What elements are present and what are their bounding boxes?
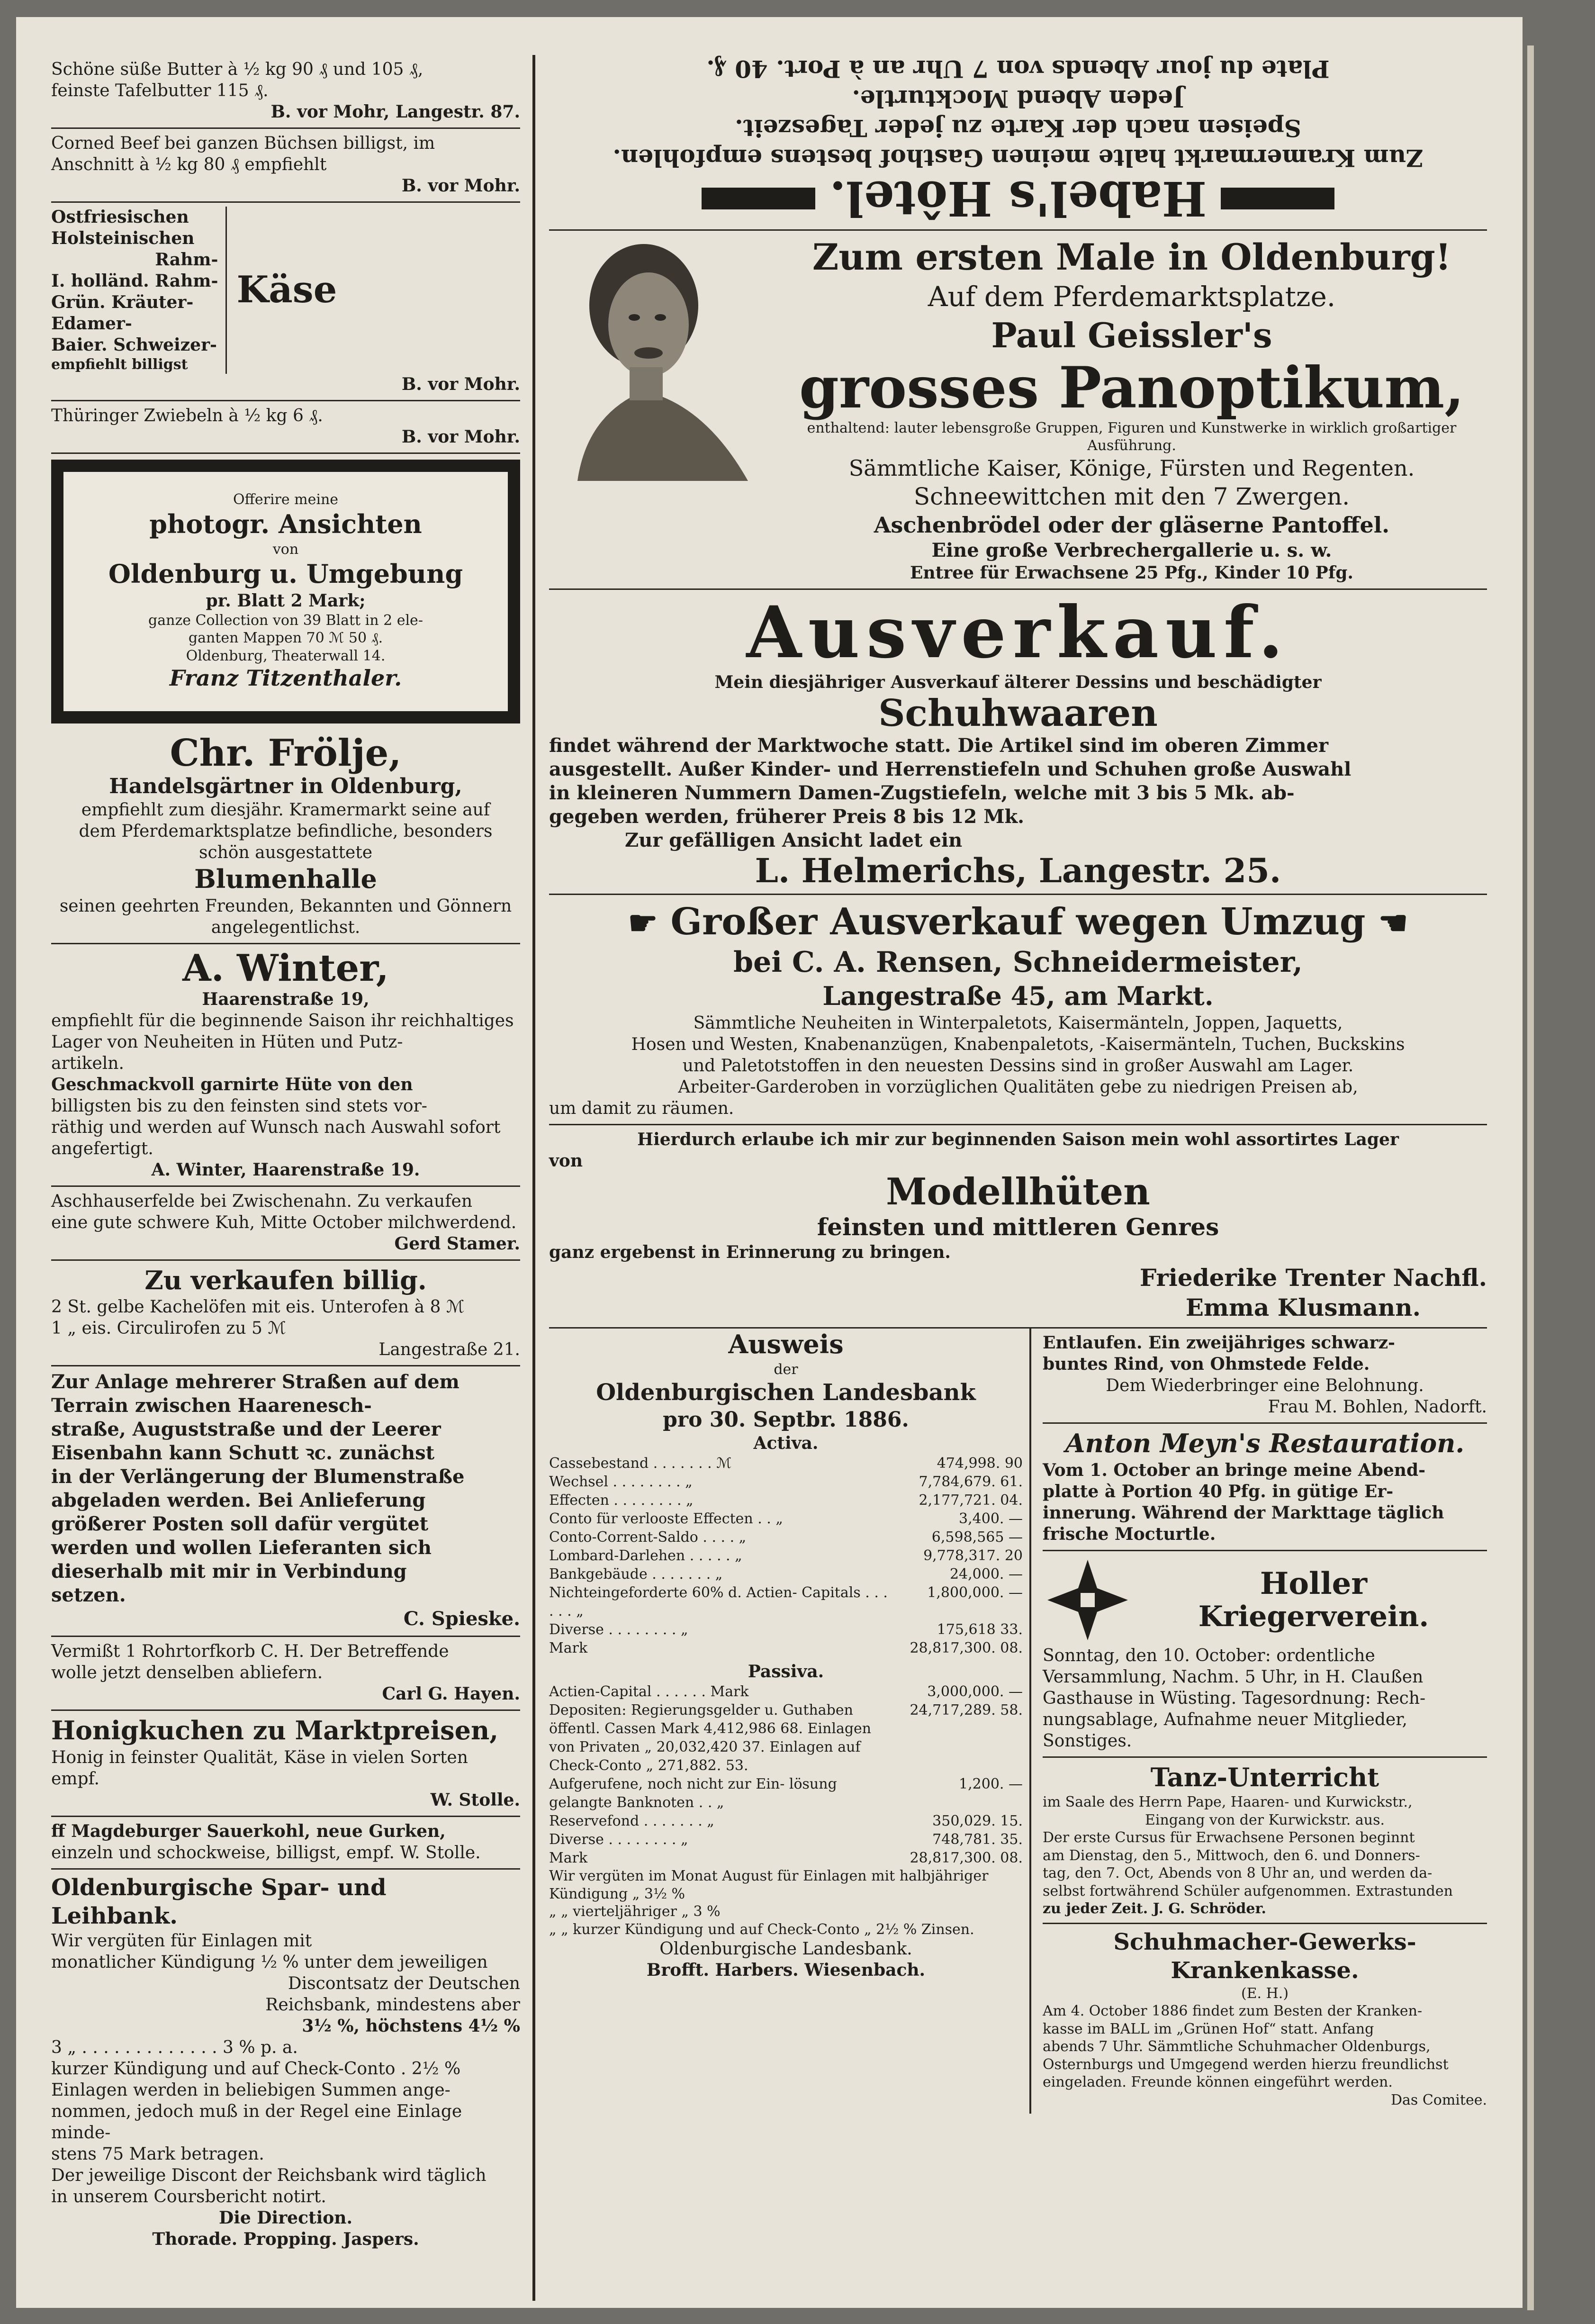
- ad-line: Arbeiter-Garderoben in vorzüglichen Qualitäten gebe zu niedrigen Preisen ab,: [678, 1077, 1358, 1097]
- ad-line: 3½ %, höchstens 4½ %: [302, 2016, 520, 2036]
- ad-line: von: [549, 1150, 583, 1171]
- statement-row: [549, 1454, 1023, 1473]
- ad-line: Gasthause in Wüsting. Tagesordnung: Rech-: [1043, 1688, 1426, 1708]
- ad-line: werden und wollen Lieferanten sich: [51, 1537, 432, 1559]
- statement-row: [549, 1528, 1023, 1546]
- ad-line: kasse im BALL im „Grünen Hof“ statt. Anfang: [1043, 2020, 1374, 2037]
- ad-signature: Brofft. Harbers. Wiesenbach.: [646, 1960, 926, 1980]
- ad-headline: Tanz-Unterricht: [1150, 1762, 1379, 1792]
- onion-ad: [51, 401, 520, 454]
- froelje-ad: [51, 729, 520, 944]
- ad-headline: Honigkuchen zu Marktpreisen,: [51, 1715, 498, 1746]
- ad-line: Sonntag, den 10. October: ordentliche: [1043, 1646, 1375, 1665]
- cheese-note: empfiehlt billigst: [51, 356, 188, 373]
- statement-label: Reservefond . . . . . . . „: [549, 1813, 714, 1830]
- ad-line: 1 „ eis. Circulirofen zu 5 ℳ: [51, 1319, 286, 1338]
- statement-row: [549, 1565, 1023, 1583]
- ad-line: Einlagen werden in beliebigen Summen ange-: [51, 2080, 451, 2100]
- statement-row: [549, 1546, 1023, 1565]
- ad-line: Haarenstraße 19,: [202, 989, 369, 1009]
- ad-signature: B. vor Mohr.: [401, 176, 520, 196]
- ad-line: Reichsbank, mindestens aber: [265, 1995, 520, 2015]
- ad-line: ganz ergebenst in Erinnerung zu bringen.: [549, 1242, 951, 1263]
- ad-headline: Blumenhalle: [194, 864, 377, 895]
- ad-headline: Ausverkauf.: [746, 591, 1290, 674]
- ad-line: Sämmtliche Kaiser, Könige, Fürsten und Regenten.: [848, 455, 1415, 481]
- cheese-type: Edamer-: [51, 314, 132, 334]
- ad-line: Wir vergüten für Einlagen mit: [51, 1931, 312, 1951]
- statement-row: [549, 1473, 1023, 1491]
- ad-line: Dem Wiederbringer eine Belohnung.: [1106, 1376, 1424, 1396]
- ad-line: Mein diesjähriger Ausverkauf älterer Dessins und beschädigter: [714, 672, 1322, 692]
- pointing-hand-icon: ☛: [628, 903, 658, 942]
- ad-headline: Ausweis: [728, 1329, 844, 1360]
- statement-amount: 28,817,300. 08.: [910, 1640, 1023, 1657]
- ad-headline: Oldenburg u. Umgebung: [108, 559, 463, 589]
- hat-ad: [549, 1125, 1487, 1329]
- ad-headline: Kriegerverein.: [1198, 1600, 1429, 1633]
- ad-headline: Habel's Hôtel.: [829, 171, 1207, 226]
- statement-amount: 474,998. 90: [937, 1455, 1023, 1472]
- lower-section: [549, 1329, 1487, 2114]
- ad-line: Langestraße 45, am Markt.: [822, 981, 1214, 1012]
- savings-bank-ad: [51, 1870, 520, 2255]
- ad-line: eine gute schwere Kuh, Mitte October milchwerdend.: [51, 1212, 517, 1232]
- ad-line: Eine große Verbrechergallerie u. s. w.: [931, 539, 1332, 561]
- statement-label: Mark: [549, 1640, 588, 1657]
- statement-label: Actien-Capital . . . . . . Mark: [549, 1683, 749, 1700]
- ad-line: Am 4. October 1886 findet zum Besten der Kranken-: [1043, 2003, 1423, 2020]
- statement-label: Diverse . . . . . . . . „: [549, 1621, 688, 1638]
- ad-line: 2 St. gelbe Kachelöfen mit eis. Unterofen à 8 ℳ: [51, 1297, 465, 1317]
- statement-row: [549, 1682, 1023, 1701]
- newspaper-page: [16, 17, 1523, 2308]
- sauerkraut-ad: [51, 1817, 520, 1870]
- habel-title-row: [549, 172, 1487, 225]
- statement-row: [549, 1830, 1023, 1849]
- ad-line: buntes Rind, von Ohmstede Felde.: [1043, 1354, 1370, 1375]
- ad-line: innerung. Während der Markttage täglich: [1043, 1502, 1444, 1523]
- section-title: Passiva.: [748, 1662, 824, 1682]
- ad-line: feinsten und mittleren Genres: [817, 1212, 1219, 1241]
- ad-line: Osternburgs und Umgegend werden hierzu freundlichst: [1043, 2056, 1449, 2073]
- statement-row: [549, 1849, 1023, 1867]
- ad-line: abends 7 Uhr. Sämmtliche Schuhmacher Oldenburgs,: [1043, 2038, 1431, 2055]
- statement-amount: 3,000,000. —: [927, 1683, 1023, 1700]
- ad-signature: Oldenburgische Landesbank.: [659, 1939, 912, 1959]
- ad-headline: Paul Geissler's: [991, 315, 1272, 355]
- cattle-ad: [1043, 1329, 1487, 1424]
- activa-table: [549, 1454, 1023, 1657]
- ad-line: Versammlung, Nachm. 5 Uhr, in H. Claußen: [1043, 1667, 1424, 1687]
- statement-label: Bankgebäude . . . . . . . „: [549, 1566, 723, 1583]
- ad-signature: Franz Titzenthaler.: [169, 665, 402, 691]
- ad-line: Sämmtliche Neuheiten in Winterpaletots, Kaisermänteln, Joppen, Jaquetts,: [693, 1013, 1343, 1033]
- ad-line: wolle jetzt denselben abliefern.: [51, 1663, 323, 1683]
- ad-line: Jeden Abend Mockturtle.: [852, 85, 1184, 113]
- ad-price: pr. Blatt 2 Mark;: [206, 590, 366, 611]
- ad-headline: Holler: [1260, 1566, 1368, 1602]
- ad-line: platte à Portion 40 Pfg. in gütige Er-: [1043, 1481, 1394, 1501]
- cheese-type: Holsteinischen: [51, 228, 195, 248]
- ad-signature: Frau M. Bohlen, Nadorft.: [1268, 1397, 1487, 1417]
- statement-label: Conto für verlooste Effecten . . „: [549, 1510, 783, 1528]
- statement-label: Nichteingeforderte 60% d. Actien- Capitals . . . . . . „: [549, 1584, 888, 1620]
- ad-line: tag, den 7. Oct, Abends von 8 Uhr an, und werden da-: [1043, 1865, 1433, 1882]
- ad-line: angefertigt.: [51, 1139, 153, 1158]
- statement-amount: 350,029. 15.: [932, 1813, 1023, 1830]
- statement-amount: 1,800,000. —: [927, 1584, 1023, 1601]
- ad-headline: Anton Meyn's Restauration.: [1065, 1428, 1465, 1459]
- ad-line: dieserhalb mit mir in Verbindung: [51, 1560, 407, 1583]
- ad-signature: Thorade. Propping. Jaspers.: [152, 2229, 419, 2249]
- ad-signature: Langestraße 21.: [378, 1340, 520, 1360]
- ad-line: am Dienstag, den 5., Mittwoch, den 6. und Donners-: [1043, 1847, 1420, 1864]
- cheese-type: Rahm-: [155, 250, 218, 270]
- butter-ad: [51, 55, 520, 129]
- page-edge: [1527, 45, 1534, 2310]
- statement-label: Lombard-Darlehen . . . . . „: [549, 1547, 742, 1564]
- ad-line: Eingang von der Kurwickstr. aus.: [1144, 1811, 1385, 1828]
- statement-amount: 28,817,300. 08.: [910, 1850, 1023, 1867]
- statement-amount: 3,400. —: [959, 1510, 1023, 1528]
- statement-amount: 2,177,721. 04.: [919, 1492, 1023, 1509]
- ad-line: Zur gefälligen Ansicht ladet ein: [625, 829, 963, 851]
- ad-line: Vom 1. October an bringe meine Abend-: [1043, 1460, 1426, 1480]
- statement-amount: 24,000. —: [949, 1566, 1023, 1583]
- ad-signature: Carl G. Hayen.: [382, 1684, 520, 1704]
- ad-line: Entlaufen. Ein zweijähriges schwarz-: [1043, 1333, 1395, 1353]
- cheese-list: [51, 207, 227, 374]
- shoemaker-fund-ad: [1043, 1924, 1487, 2114]
- winter-ad: [51, 944, 520, 1187]
- ad-line: setzen.: [51, 1584, 126, 1607]
- iron-cross-icon: [1043, 1555, 1133, 1645]
- section-title: Activa.: [753, 1433, 819, 1454]
- ad-line: in unserem Coursbericht notirt.: [51, 2187, 326, 2206]
- ad-line: Vermißt 1 Rohrtorfkorb C. H. Der Betreffende: [51, 1642, 449, 1662]
- ad-headline: A. Winter,: [182, 946, 389, 990]
- restaurant-ad: [1043, 1424, 1487, 1551]
- ad-line: ganten Mappen 70 ℳ 50 ₰.: [188, 630, 383, 646]
- ad-signature: B. vor Mohr.: [401, 374, 520, 394]
- ad-line: räthig und werden auf Wunsch nach Auswahl sofort: [51, 1117, 501, 1137]
- ad-line: angelegentlichst.: [211, 917, 360, 937]
- portrait-illustration: [549, 235, 767, 481]
- ad-line: ganze Collection von 39 Blatt in 2 ele-: [148, 612, 423, 629]
- ad-signature: C. Spieske.: [403, 1608, 520, 1630]
- ad-line: dem Pferdemarktsplatze befindliche, besonders: [79, 822, 493, 841]
- ad-line: eingeladen. Freunde können eingeführt werden.: [1043, 2074, 1393, 2091]
- ad-line: „ „ vierteljähriger „ 3 %: [549, 1903, 721, 1920]
- ad-headline: Großer Ausverkauf wegen Umzug: [670, 900, 1366, 943]
- ad-line: pro 30. Septbr. 1886.: [663, 1408, 909, 1432]
- ad-line: in kleineren Nummern Damen-Zugstiefeln, welche mit 3 bis 5 Mk. ab-: [549, 781, 1295, 804]
- ad-signature: W. Stolle.: [430, 1790, 520, 1810]
- ad-line: Anschnitt à ½ kg 80 ₰ empfiehlt: [51, 155, 327, 174]
- ad-line: billigsten bis zu den feinsten sind stets vor-: [51, 1096, 427, 1116]
- ad-headline: Zu verkaufen billig.: [144, 1265, 427, 1295]
- ad-signature: Die Direction.: [218, 2207, 353, 2228]
- statement-row: [549, 1510, 1023, 1528]
- ad-line: Zum Kramermarkt halte meinen Gasthof bestens empfohlen.: [613, 144, 1424, 172]
- ad-line: feinste Tafelbutter 115 ₰.: [51, 81, 269, 100]
- ad-line: in der Verlängerung der Blumenstraße: [51, 1465, 465, 1488]
- bank-statement: [549, 1329, 1031, 2114]
- rubble-ad: [51, 1366, 520, 1637]
- ad-headline: Oldenburgische Spar- und Leihbank.: [51, 1874, 387, 1929]
- statement-amount: 1,200. —: [959, 1776, 1023, 1793]
- ad-line: von: [272, 541, 299, 558]
- basket-ad: [51, 1637, 520, 1711]
- statement-label: Aufgerufene, noch nicht zur Ein- lösung gelangte Banknoten . . „: [549, 1776, 837, 1811]
- statement-amount: 6,598,565 —: [931, 1529, 1023, 1546]
- ad-line: empf.: [51, 1769, 99, 1789]
- ad-line: Thüringer Zwiebeln à ½ kg 6 ₰.: [51, 406, 323, 425]
- ad-line: Aschenbrödel oder der gläserne Pantoffel.: [874, 512, 1390, 538]
- ad-line: schön ausgestattete: [198, 843, 372, 863]
- ad-line: ausgestellt. Außer Kinder- und Herrenstiefeln und Schuhen große Auswahl: [549, 758, 1352, 780]
- panoptikum-ad: [549, 231, 1487, 590]
- statement-label: Effecten . . . . . . . . „: [549, 1492, 694, 1509]
- pointing-hand-icon: ☚: [1378, 903, 1408, 942]
- statement-row: [549, 1701, 1023, 1775]
- ad-line: Corned Beef bei ganzen Büchsen billigst, im: [51, 134, 435, 153]
- ad-line: Speisen nach der Karte zu jeder Tageszeit.: [735, 114, 1301, 143]
- cheese-type: Grün. Kräuter-: [51, 292, 194, 312]
- ad-line: Hierdurch erlaube ich mir zur beginnenden Saison mein wohl assortirtes Lager: [637, 1129, 1399, 1149]
- cheese-ad: [51, 203, 520, 401]
- ad-signature: Das Comitee.: [1390, 2091, 1487, 2108]
- statement-row: [549, 1491, 1023, 1510]
- ad-line: abgeladen werden. Bei Anlieferung: [51, 1489, 426, 1512]
- ad-line: Eisenbahn kann Schutt ꝛc. zunächst: [51, 1442, 435, 1465]
- statement-label: Conto-Corrent-Saldo . . . . „: [549, 1529, 747, 1546]
- ad-line: und Paletotstoffen in den neuesten Dessins sind in großer Auswahl am Lager.: [682, 1056, 1354, 1076]
- corned-beef-ad: [51, 129, 520, 203]
- ad-line: Aschhauserfelde bei Zwischenahn. Zu verkaufen: [51, 1191, 473, 1211]
- ad-line: Der jeweilige Discont der Reichsbank wird täglich: [51, 2165, 487, 2185]
- ad-line: artikeln.: [51, 1053, 124, 1073]
- photo-ad: [51, 460, 520, 723]
- ad-line: enthaltend: lauter lebensgroße Gruppen, Figuren und Kunstwerke in wirklich großartiger Ausführung.: [807, 419, 1457, 454]
- ad-line: größerer Posten soll dafür vergütet: [51, 1513, 429, 1536]
- honey-ad: [51, 1711, 520, 1817]
- upside-down-text: [549, 54, 1487, 172]
- statement-amount: 9,778,317. 20: [923, 1547, 1023, 1564]
- tailor-sale-ad: [549, 895, 1487, 1125]
- right-subcolumn: [1043, 1329, 1487, 2114]
- cheese-type: Baier. Schweizer-: [51, 335, 217, 355]
- statement-row: [549, 1620, 1023, 1639]
- statement-label: Cassebestand . . . . . . . ℳ: [549, 1455, 732, 1472]
- statement-label: Mark: [549, 1850, 588, 1867]
- ad-line: monatlicher Kündigung ½ % unter dem jeweiligen: [51, 1952, 488, 1972]
- statement-label: Diverse . . . . . . . . „: [549, 1831, 688, 1848]
- passiva-table: [549, 1682, 1023, 1867]
- ad-line: Zur Anlage mehrerer Straßen auf dem Terrain zwischen Haarenesch-: [51, 1371, 460, 1417]
- statement-row: [549, 1639, 1023, 1657]
- left-column: [51, 55, 520, 2255]
- habel-hotel-ad: [549, 50, 1487, 231]
- ad-signature: Friederike Trenter Nachfl.: [1139, 1264, 1487, 1292]
- ad-line: Schöne süße Butter à ½ kg 90 ₰ und 105 ₰,: [51, 60, 424, 79]
- ad-headline: Schuhmacher-Gewerks-Krankenkasse.: [1113, 1928, 1416, 1984]
- ad-line: Auf dem Pferdemarktsplatze.: [928, 280, 1336, 313]
- ad-signature: zu jeder Zeit. J. G. Schröder.: [1043, 1900, 1266, 1917]
- ad-line: im Saale des Herrn Pape, Haaren- und Kurwickstr.,: [1043, 1794, 1413, 1811]
- ad-line: Wir vergüten im Monat August für Einlagen mit halbjähriger Kündigung „ 3½ %: [549, 1868, 989, 1902]
- ad-signature: B. vor Mohr, Langestr. 87.: [270, 102, 520, 122]
- ad-signature: A. Winter, Haarenstraße 19.: [151, 1159, 420, 1180]
- cheese-title: Käse: [236, 268, 337, 312]
- cheese-type: I. holländ. Rahm-: [51, 271, 218, 291]
- ad-headline: Modellhüten: [886, 1170, 1150, 1213]
- ad-headline: photogr. Ansichten: [149, 509, 422, 539]
- ad-line: findet während der Marktwoche statt. Die Artikel sind im oberen Zimmer: [549, 734, 1329, 757]
- ad-line: 3 „ . . . . . . . . . . . . . 3 % p. a.: [51, 2037, 298, 2057]
- ad-line: frische Mocturtle.: [1043, 1524, 1216, 1544]
- ad-line: seinen geehrten Freunden, Bekannten und Gönnern: [59, 896, 512, 916]
- statement-amount: 748,781. 35.: [932, 1831, 1023, 1848]
- stove-ad: [51, 1261, 520, 1367]
- ad-line: ff Magdeburger Sauerkohl, neue Gurken,: [51, 1821, 446, 1841]
- statement-amount: 24,717,289. 58.: [910, 1702, 1023, 1719]
- ad-line: einzeln und schockweise, billigst, empf. W. Stolle.: [51, 1843, 481, 1863]
- veterans-ad: [1043, 1551, 1487, 1758]
- ad-signature: Gerd Stamer.: [394, 1233, 520, 1254]
- ad-line: nungsablage, Aufnahme neuer Mitglieder, Sonstiges.: [1043, 1709, 1407, 1751]
- right-column: [549, 50, 1487, 2114]
- statement-amount: 7,784,679. 61.: [919, 1474, 1023, 1491]
- ad-line: Handelsgärtner in Oldenburg,: [109, 774, 462, 799]
- ad-line: „ „ kurzer Kündigung und auf Check-Conto „ 2½ % Zinsen.: [549, 1921, 974, 1938]
- ad-line: Lager von Neuheiten in Hüten und Putz-: [51, 1032, 403, 1052]
- ad-line: Plate du jour Abends von 7 Uhr an à Port. 40 ₰.: [706, 55, 1330, 83]
- ad-line: straße, Auguststraße und der Leerer: [51, 1418, 441, 1441]
- ad-signature: B. vor Mohr.: [401, 426, 520, 447]
- ad-line: Honig in feinster Qualität, Käse in vielen Sorten: [51, 1747, 468, 1767]
- cow-ad: [51, 1187, 520, 1261]
- ad-line: Der erste Cursus für Erwachsene Personen beginnt: [1043, 1829, 1415, 1846]
- cheese-type: Ostfriesischen: [51, 207, 189, 227]
- ad-line: gegeben werden, früherer Preis 8 bis 12 Mk.: [549, 805, 1025, 828]
- statement-label: Depositen: Regierungsgelder u. Guthaben öffentl. Cassen Mark 4,412,986 68. Einlagen von Privaten „ 20,032,420 37. Einlagen auf Check-Conto „ 271,882. 53.: [549, 1702, 872, 1774]
- ad-signature: Emma Klusmann.: [1185, 1293, 1421, 1321]
- ad-line: Hosen und Westen, Knabenanzügen, Knabenpaletots, -Kaisermänteln, Tuchen, Buckskins: [631, 1034, 1405, 1054]
- ad-headline: grosses Panoptikum,: [799, 354, 1465, 421]
- ad-line: Geschmackvoll garnirte Hüte von den: [51, 1074, 413, 1094]
- statement-row: [549, 1775, 1023, 1812]
- ad-line: empfiehlt für die beginnende Saison ihr reichhaltiges: [51, 1011, 514, 1031]
- column-divider: [532, 55, 535, 2301]
- ad-line: Offerire meine: [233, 491, 339, 508]
- decorative-bar: [1221, 188, 1334, 209]
- dance-ad: [1043, 1758, 1487, 1924]
- ad-line: Oldenburg, Theaterwall 14.: [186, 647, 386, 664]
- ad-line: der: [774, 1361, 798, 1378]
- ad-headline: Schuhwaaren: [878, 692, 1158, 735]
- ad-headline: Chr. Frölje,: [170, 731, 402, 775]
- ad-line: empfiehlt zum diesjähr. Kramermarkt seine auf: [81, 800, 490, 820]
- ad-line: selbst fortwährend Schüler aufgenommen. Extrastunden: [1043, 1882, 1453, 1899]
- ad-price: Entree für Erwachsene 25 Pfg., Kinder 10 Pfg.: [910, 563, 1353, 583]
- ad-line: stens 75 Mark betragen.: [51, 2144, 264, 2164]
- statement-row: [549, 1812, 1023, 1830]
- ad-signature: L. Helmerichs, Langestr. 25.: [755, 850, 1281, 890]
- ad-line: kurzer Kündigung und auf Check-Conto . 2½ %: [51, 2059, 461, 2079]
- shoe-sale-ad: [549, 590, 1487, 895]
- ad-headline: Oldenburgischen Landesbank: [596, 1379, 976, 1406]
- statement-amount: 175,618 33.: [937, 1621, 1023, 1638]
- ad-line: Schneewittchen mit den 7 Zwergen.: [913, 483, 1350, 510]
- statement-label: Wechsel . . . . . . . . „: [549, 1474, 693, 1491]
- ad-line: um damit zu räumen.: [549, 1098, 734, 1118]
- ad-line: Discontsatz der Deutschen: [288, 1973, 520, 1993]
- ad-line: nommen, jedoch muß in der Regel eine Einlage minde-: [51, 2101, 462, 2143]
- ad-headline: Zum ersten Male in Oldenburg!: [812, 236, 1451, 278]
- statement-row: [549, 1583, 1023, 1620]
- ad-line: bei C. A. Rensen, Schneidermeister,: [733, 946, 1303, 979]
- ad-line: (E. H.): [1241, 1985, 1289, 2002]
- decorative-bar: [702, 188, 815, 209]
